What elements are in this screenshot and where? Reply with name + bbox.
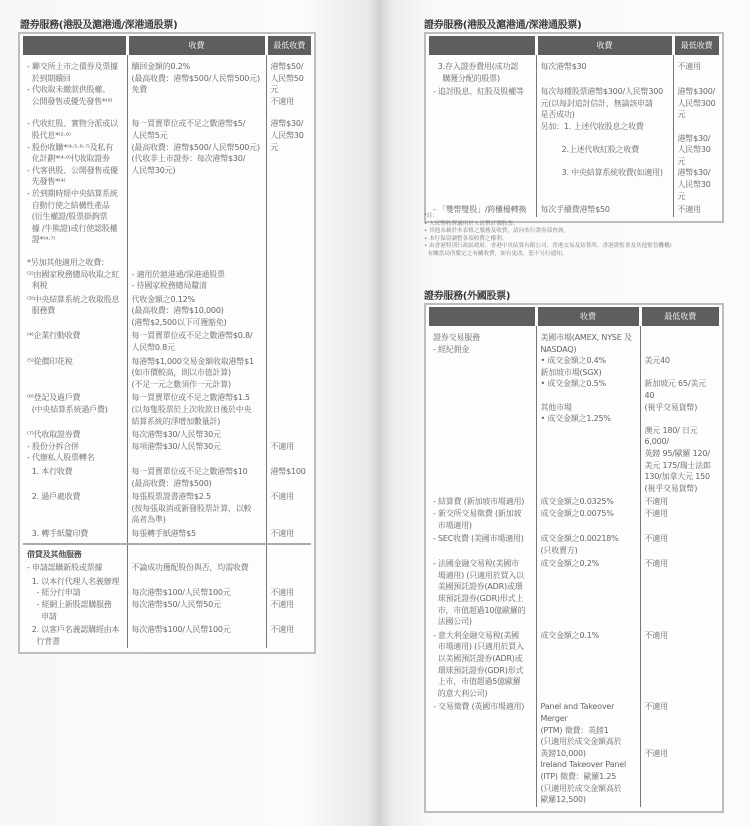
item-cell: 2. 以客戶名義認購經由本 行背書 (23, 623, 127, 648)
fee-cell: 每一買賣單位或不足之數港幣$0.8/ 人民幣0.8元 (127, 329, 266, 354)
table-row (429, 55, 719, 85)
header-min-fee: 最低收費 (673, 36, 719, 55)
header-item (429, 307, 536, 326)
fee-cell: 每一買賣單位或不足之數港幣$10 (最高收費：港幣$500) (127, 465, 266, 490)
table-row (23, 355, 311, 392)
table-row (429, 557, 719, 629)
item-cell: *另加其他適用之收費： ⁽²⁾由國家稅務總局收取之紅 利稅 (23, 247, 127, 293)
item-cell: 證券交易服務 - 經紀佣金 (429, 326, 536, 495)
fee-cell: 成交金額之0.0325% 成交金額之0.0075% (536, 495, 640, 532)
min-fee-cell (266, 293, 311, 330)
header-fee: 收費 (536, 307, 640, 326)
fee-cell: 美國市場(AMEX, NYSE 及 NASDAQ) • 成交金額之0.4% 新加坡市場(SGX) • 成交金額之0.5% 其他市場 • 成交金額之1.25% (536, 326, 640, 495)
table-row (429, 326, 719, 495)
fee-cell: 每一買賣單位或不足之數港幣$1.5 (以每隻股票於上次收款日後於中央 結算系統的淨增加數量計) (127, 391, 266, 428)
item-cell: - 法國金融交易稅(美國市 場適用) (只適用於買入以 美國預託證券(ADR)或環 球預託證券(GDR)形式上 市，市值超過10億歐羅的 法國公司) (429, 557, 536, 629)
header-min-fee: 最低收費 (640, 307, 719, 326)
header-item (23, 36, 127, 55)
fee-cell: 每次港幣$100/人民幣100元 (127, 623, 266, 648)
item-cell: - 意大利金融交易稅(美國 市場適用) (只適用於買入 以美國預託證券(ADR)或 環球預託證券(GDR)形式 上市，市值超過5億歐羅 的意大利公司) (429, 629, 536, 701)
item-cell: ⁽⁴⁾企業行動收費 (23, 329, 127, 354)
min-fee-cell (266, 561, 311, 575)
item-cell: - 「雙幣雙股」/跨櫃檯轉換 (429, 203, 536, 217)
table-row (23, 527, 311, 544)
table-row (429, 700, 719, 806)
min-fee-cell (266, 329, 311, 354)
fee-cell: 每一買賣單位或不足之數港幣$5/ 人民幣5元 (最高收費：港幣$500/人民幣500元) (代收非上市證券：每次港幣$30/ 人民幣30元) (127, 108, 266, 247)
item-cell: ⁽⁶⁾登記及過戶費 (中央結算系統過戶費) (23, 391, 127, 428)
min-fee-cell: 港幣$100 (270, 467, 306, 476)
item-cell: 3.存入證券費用(成功認 購獲分配的股票) (429, 55, 536, 85)
table-row (429, 495, 719, 532)
right-page (378, 0, 750, 826)
fee-cell: 不論成功獲配股份與否，均需收費 (127, 561, 266, 575)
item-cell: - 交易徵費 (英國市場適用) (429, 700, 536, 806)
fee-cell: Panel and Takeover Merger (PTM) 徵費：英鎊1 (只適用於成交金額高於 英鎊10,000) Ireland Takeover Panel (ITP) 徵費：歐羅1.25 (只適用於成交金額高於 歐羅12,500) (536, 700, 640, 806)
item-cell: 1. 本行收費 (23, 465, 127, 490)
fee-cell: 每港幣$1,000交易金額收取港幣$1 (如市價較高，則以市值計算) (不足一元之數須作一元計算) (127, 355, 266, 392)
fee-cell: 代收金額之0.12% (最高收費：港幣$10,000) (港幣$2,500以下可獲豁免) (127, 293, 266, 330)
table-row (23, 391, 311, 428)
fee-table-foreign (424, 303, 724, 813)
min-fee-cell (266, 391, 311, 428)
min-fee-cell: 美元40 新加坡元 65/美元 40 (視乎交易貨幣) 澳元 180/ 日元 6,000/ 英鎊 95/歐羅 120/ 美元 175/瑞士法郎 130/加拿大元 150 (視乎交易貨幣) (644, 356, 711, 493)
fee-cell: 每次港幣$30/人民幣30元 每項港幣$30/人民幣30元 (127, 428, 266, 465)
table-row (23, 55, 311, 108)
table-row (23, 108, 311, 247)
footnotes (424, 213, 724, 259)
note-item: • 本行保留調整各項收費之權利。 (424, 235, 508, 242)
section-title: 借貸及其他服務 (23, 544, 127, 562)
fee-cell: 每張股票證書港幣$2.5 (按每張取消或新發股票計算，以較 高者為準) (127, 490, 266, 527)
min-fee-cell: 不適用 (677, 62, 701, 71)
item-cell: - 追討股息、紅股及股權等 (429, 85, 536, 203)
item-cell: 1. 以本行代理人名義辦理 - 經分行申請 - 經網上新股認購服務 申請 (23, 575, 127, 623)
table-row (23, 247, 311, 293)
fee-cell: 成交金額之0.00218% (只收賣方) (536, 532, 640, 557)
min-fee-cell: 港幣$30/ 人民幣30元 (270, 119, 304, 152)
item-cell: ⁽⁷⁾代收取證券費 - 股份分拆合併 - 代辦私人股票轉名 (23, 428, 127, 465)
table-row (429, 85, 719, 203)
item-cell: - 結算費 (新加坡市場適用) - 新交所交易徵費 (新加坡 市場適用) (429, 495, 536, 532)
fee-cell: 每次每種股票港幣$300/人民幣300 元(以每封追討信計，無論該申請 是否成功) 另加：1. 上述代收股息之收費 2.上述代收紅股之收費 3. 中央結算系統收費(如適用) (536, 85, 673, 203)
min-fee-cell: 不適用 (644, 559, 668, 569)
note-item: • 其他未載於本表格之服務及收費，請向本行證券部查詢。 (424, 228, 569, 235)
note-item: • 由香港特別行政區政府、香港中央結算有限公司、香港交易及結算所、香港證監會及其他監管機構/ 有關當局所釐定之有關收費，如有更改，恕不另行通知。 (424, 243, 672, 257)
fee-table-hk-cont (424, 32, 724, 223)
note-item: • 人民幣收費適用於人民幣計價股票。 (424, 220, 519, 227)
fee-cell: 每次手續費港幣$50 (536, 203, 673, 217)
fee-cell: 每張轉手紙港幣$5 (127, 527, 266, 544)
min-fee-cell: 不適用 不適用 (270, 588, 294, 609)
table-row (429, 629, 719, 701)
fee-cell: 贖回金額的0.2% (最高收費：港幣$500/人民幣500元) 免費 (127, 55, 266, 108)
min-fee-cell: 不適用 (270, 441, 294, 451)
min-fee-cell: 不適用 (644, 534, 668, 544)
page-title: 證券服務(港股及滬港通/深港通股票) (20, 20, 178, 31)
fee-cell: 成交金額之0.2% (536, 557, 640, 629)
table-row (23, 329, 311, 354)
fee-cell: - 適用於滬港通/深港通股票 - 待國家稅務總局釐清 (127, 247, 266, 293)
table-row (23, 623, 311, 648)
table-row (23, 490, 311, 527)
table-row (23, 561, 311, 575)
min-fee-cell: 不適用 (677, 205, 701, 215)
min-fee-cell: 不適用 (644, 630, 668, 640)
min-fee-cell (266, 355, 311, 392)
header-item (429, 36, 536, 55)
table-row (429, 532, 719, 557)
table-row (23, 293, 311, 330)
table-row (23, 428, 311, 465)
fee-cell: 成交金額之0.1% (536, 629, 640, 701)
page-title: 證券服務(港股及滬港通/深港通股票) (424, 20, 582, 31)
item-cell: 3. 轉手紙釐印費 (23, 527, 127, 544)
header-fee: 收費 (127, 36, 266, 55)
header-min-fee: 最低收費 (266, 36, 311, 55)
item-cell: ⁽⁵⁾從價印花稅 (23, 355, 127, 392)
item-cell: - 申請認購新股或票據 (23, 561, 127, 575)
item-cell: - 代收紅股、實物分派或以 股代息*⁽²·⁶⁾ - 股份收購*⁽⁴·⁵·⁶·⁷⁾及私有 化計劃*⁽⁴·⁶⁾代收取證券 - 代客供股、公開發售或優 先發售*⁽⁴⁾ - 於到期時經中央結算系統 自動行使之結構性產品 (衍生權證/股票掛鉤票 據 /牛熊證)或行使認股權 證*⁽⁴·⁷⁾ (23, 108, 127, 247)
min-fee-cell (266, 247, 311, 293)
fee-cell: 每次港幣$100/人民幣100元 每次港幣$50/人民幣50元 (127, 575, 266, 623)
section-title: 證券服務(外國股票) (424, 291, 511, 302)
min-fee-cell: 不適用 (266, 527, 311, 544)
item-cell: - 聯交所上市之債券及票據 於到期贖回 - 代收取未繳款供股權、 公開發售或優先發售*⁽⁶⁾ (23, 55, 127, 108)
min-fee-cell: 不適用 不適用 (644, 702, 668, 758)
item-cell: ⁽³⁾中央結算系統之收取股息 服務費 (23, 293, 127, 330)
min-fee-cell: 不適用 (270, 492, 294, 502)
item-cell: - SEC收費 (美國市場適用) (429, 532, 536, 557)
notes-title: *註： (424, 213, 438, 219)
fee-table-hk (18, 32, 316, 654)
min-fee-cell: 港幣$50/ 人民幣50元 不適用 (270, 62, 304, 106)
min-fee-cell: 不適用 不適用 (644, 497, 668, 518)
table-row (23, 465, 311, 490)
min-fee-cell: 港幣$300/ 人民幣300元 港幣$30/ 人民幣30元 港幣$30/ 人民幣30元 (677, 87, 716, 201)
header-fee: 收費 (536, 36, 673, 55)
min-fee-cell: 不適用 (270, 625, 294, 635)
fee-cell: 每次港幣$30 (536, 55, 673, 85)
table-row (23, 575, 311, 623)
item-cell: 2. 過戶處收費 (23, 490, 127, 527)
